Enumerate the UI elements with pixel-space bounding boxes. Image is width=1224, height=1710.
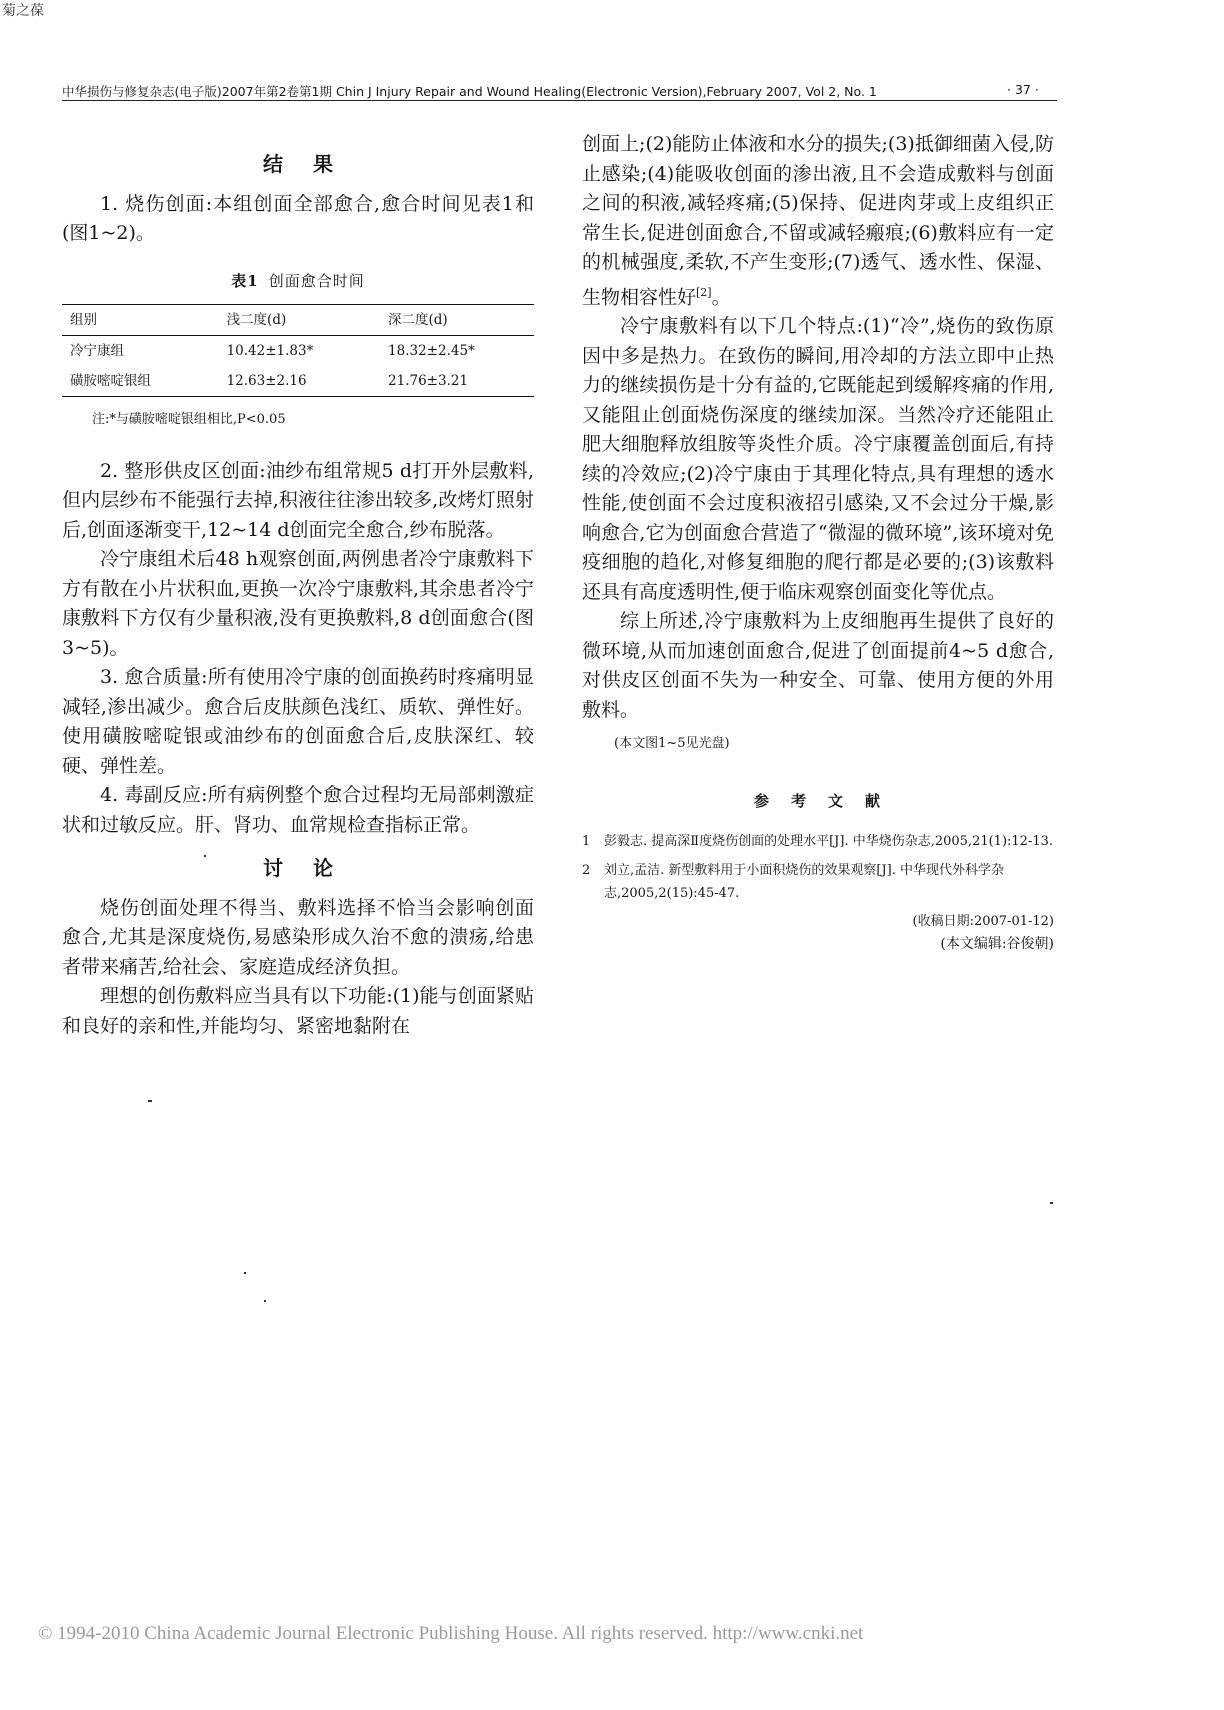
scan-speck <box>244 1272 246 1274</box>
scan-speck <box>148 1100 152 1102</box>
healing-time-table <box>62 304 534 397</box>
editor-note: (本文编辑:谷俊朝) <box>940 936 1054 953</box>
table-cell: 21.76±3.21 <box>388 373 469 389</box>
right-column <box>582 130 1054 955</box>
scan-speck <box>204 855 206 857</box>
table-cell: 10.42±1.83* <box>226 343 314 359</box>
table-header-row <box>62 305 534 336</box>
paragraph-text: 创面上;(2)能防止体液和水分的损失;(3)抵御细菌入侵,防止感染;(4)能吸收创面的渗出液,且不会造成敷料与创面之间的积液,减轻疼痛;(5)保持、促进肉芽或上皮组织正常生长,促进创面愈合,不留或减轻瘢痕;(6)敷料应有一定的机械强度,柔软,不产生变形;(7)透气、透水性、保湿、生物相容性好 <box>582 133 1054 308</box>
scan-speck <box>1050 1202 1053 1204</box>
table-cell: 12.63±2.16 <box>226 373 307 389</box>
paragraph: 烧伤创面处理不得当、敷料选择不恰当会影响创面愈合,尤其是深度烧伤,易感染形成久治不愈的溃疡,给患者带来痛苦,给社会、家庭造成经济负担。 <box>62 896 534 978</box>
results-heading: 结果 <box>263 152 363 176</box>
journal-citation: 中华损伤与修复杂志(电子版)2007年第2卷第1期 Chin J Injury Repair and Wound Healing(Electronic Version),February 2007, Vol 2, No. 1 <box>62 84 877 99</box>
table-row <box>62 336 534 367</box>
reference-list <box>582 830 1054 905</box>
reference-item <box>582 859 1054 905</box>
paragraph: 2. 整形供皮区创面:油纱布组常规5 d打开外层敷料,但内层纱布不能强行去掉,积液往往渗出较多,改烤灯照射后,创面逐渐变干,12~14 d创面完全愈合,纱布脱落。 <box>62 459 534 541</box>
paragraph: 1. 烧伤创面:本组创面全部愈合,愈合时间见表1和(图1~2)。 <box>62 192 534 244</box>
reference-text: 刘立,孟洁. 新型敷料用于小面积烧伤的效果观察[J]. 中华现代外科学杂志,2005,2(15):45-47. <box>604 863 1005 902</box>
discussion-heading: 讨论 <box>263 856 363 880</box>
references-heading: 参考文献 <box>753 791 902 810</box>
paragraph: 理想的创伤敷料应当具有以下功能:(1)能与创面紧贴和良好的亲和性,并能均匀、紧密地黏附在 <box>62 985 534 1037</box>
paragraph: 冷宁康组术后48 h观察创面,两例患者冷宁康敷料下方有散在小片状积血,更换一次冷宁康敷料,其余患者冷宁康敷料下方仅有少量积液,没有更换敷料,8 d创面愈合(图3~5)。 <box>62 548 534 659</box>
corner-label: 菊之葆 <box>2 3 44 19</box>
paragraph: 4. 毒副反应:所有病例整个愈合过程均无局部刺激症状和过敏反应。肝、肾功、血常规检查指标正常。 <box>62 784 534 836</box>
reference-number: 2 <box>582 863 591 879</box>
reference-item <box>582 830 1054 853</box>
paragraph-end: 。 <box>711 285 731 308</box>
table-note: 注:*与磺胺嘧啶银组相比,P<0.05 <box>92 412 286 427</box>
page-number: · 37 · <box>1007 82 1039 97</box>
reference-text: 彭毅志. 提高深Ⅱ度烧伤创面的处理水平[J]. 中华烧伤杂志,2005,21(1):12-13. <box>604 834 1054 850</box>
table-header-cell: 深二度(d) <box>388 312 448 328</box>
table-cell: 磺胺嘧啶银组 <box>70 373 151 389</box>
table-row <box>62 366 534 397</box>
table-cell: 冷宁康组 <box>70 343 124 359</box>
running-header <box>62 82 1062 100</box>
table-cell: 18.32±2.45* <box>388 343 475 359</box>
copyright-footer: © 1994-2010 China Academic Journal Electronic Publishing House. All rights reserved. http://www.cnki.net <box>38 1623 864 1644</box>
table-title <box>62 267 534 297</box>
paragraph: 综上所述,冷宁康敷料为上皮细胞再生提供了良好的微环境,从而加速创面愈合,促进了创面提前4~5 d愈合,对供皮区创面不失为一种安全、可靠、使用方便的外用敷料。 <box>582 610 1054 721</box>
reference-number: 1 <box>582 834 591 850</box>
left-column <box>62 140 534 1041</box>
table-label: 表1 <box>231 271 259 290</box>
table-name: 创面愈合时间 <box>268 271 365 290</box>
scan-speck <box>264 1300 266 1302</box>
paragraph <box>582 130 1054 312</box>
header-rule <box>62 100 1057 101</box>
paragraph: 冷宁康敷料有以下几个特点:(1)“冷”,烧伤的致伤原因中多是热力。在致伤的瞬间,用冷却的方法立即中止热力的继续损伤是十分有益的,它既能起到缓解疼痛的作用,又能阻止创面烧伤深度的继续加深。当然冷疗还能阻止肥大细胞释放组胺等炎性介质。冷宁康覆盖创面后,有持续的冷效应;(2)冷宁康由于其理化特点,具有理想的透水性能,使创面不会过度积液招引感染,又不会过分干燥,影响愈合,它为创面愈合营造了“微湿的微环境”,该环境对免疫细胞的趋化,对修复细胞的爬行都是必要的;(3)该敷料还具有高度透明性,便于临床观察创面变化等优点。 <box>582 315 1054 603</box>
paragraph: 3. 愈合质量:所有使用冷宁康的创面换药时疼痛明显减轻,渗出减少。愈合后皮肤颜色浅红、质软、弹性好。使用磺胺嘧啶银或油纱布的创面愈合后,皮肤深红、较硬、弹性差。 <box>62 666 534 777</box>
table-header-cell: 浅二度(d) <box>226 312 287 328</box>
received-date: (收稿日期:2007-01-12) <box>912 914 1054 930</box>
citation-ref: [2] <box>696 285 712 299</box>
table-header-cell: 组别 <box>70 312 97 328</box>
figure-note: (本文图1~5见光盘) <box>614 736 730 752</box>
